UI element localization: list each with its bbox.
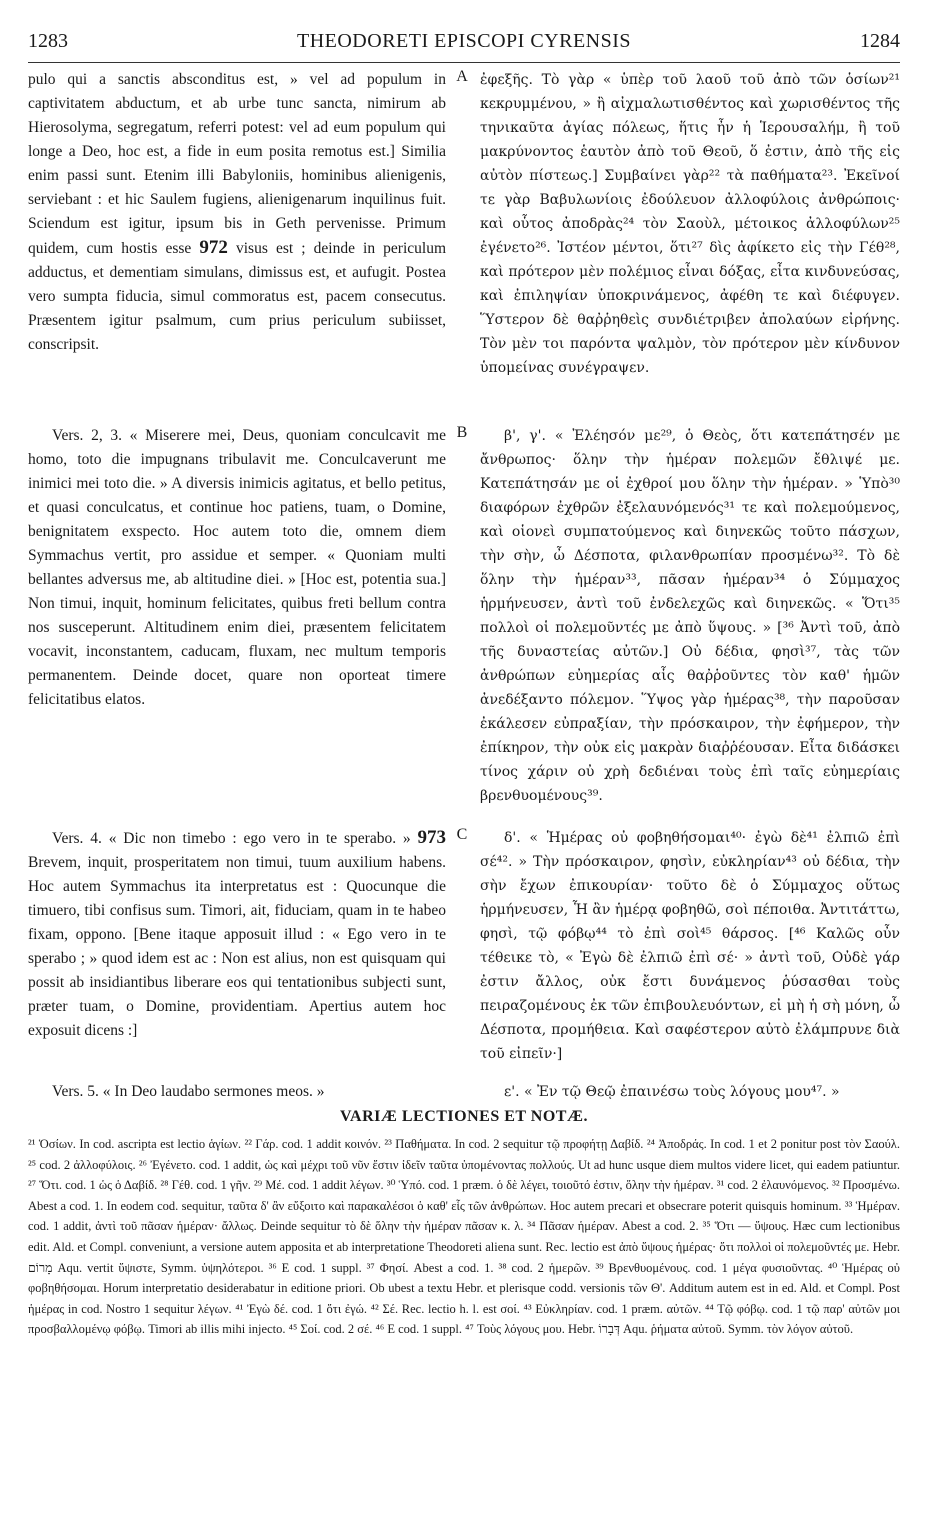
latin-verse-4: Vers. 4. « Dic non timebo : ego vero in te sperabo. » [52,830,411,847]
notes-section [28,1134,900,1340]
marker-c: C [456,826,468,843]
latin-text: pulo qui a sanctis absconditus est, » vel ad populum in captivitatem abductum, et ab urbe tunc sancta, nimirum ab Hierosolyma, segregatum, referri potest: vel ad eum populum qui longe a Deo, hoc est, a fide in eum posita remotus est.] Similia enim passi sunt. Etenim illi Babyloniis, hominibus alienigenis, serviebant : et hic Saulem fugiens, alienigenarum inquilinus fuit. Sciendum est igitur, ipsum bis in Geth pervenisse. Primum quidem, cum hostis esse [28,71,446,257]
greek-verse-2-3: β', γ'. « Ἐλέησόν με²⁹, ὁ Θεὸς, ὅτι κατεπάτησέν με ἄνθρωπος· ὅλην τὴν ἡμέραν πολεμῶν ἔθλιψέ με. Κατεπάτησάν με οἱ ἐχθροί μου ὅλην τὴν ἡμέραν. » Ὑπὸ³⁰ διαφόρων ἐχθρῶν ἐξελαυνόμενός³¹ τε καὶ πολεμούμενος, καὶ οἱονεὶ συμπατούμενος καὶ διηνεκῶς τοῦτο πάσχων, τὴν σὴν, ὦ Δέσποτα, φιλανθρωπίαν προσμένω³². Τὸ δὲ ὅλην τὴν ἡμέραν³³, πᾶσαν ἡμέραν³⁴ ὁ Σύμμαχος ἡρμήνευσεν, ἀντὶ τοῦ ἐνδελεχῶς καὶ διηνεκῶς. « Ὅτι³⁵ πολλοὶ οἱ πολεμοῦντές με ἀπὸ ὕψους. » [³⁶ Ἀντὶ τοῦ, ἀπὸ τῆς δυναστείας αὐτῶν.] Οὐ δέδια, φησὶ³⁷, τὰς τῶν ἀνθρώπων εὐημερίας αἷς θαῤῥοῦντες τὸν καθ' ἡμῶν ἀνεδέξαντο πόλεμον. Ὕψος γὰρ ἡμέρας³⁸, τὴν παροῦσαν ἐκάλεσεν εὐπραξίαν, τὴν πρόσκαιρον, τὴν ἐφήμερον, τὴν ἐπίκηρον, τὴν οὐκ εἰς μακρὰν διαῤῥέουσαν. Εἶτα διδάσκει τίνος χάριν οὐ χρὴ δεδιέναι τοὺς ἐπὶ ταῖς εὐημερίαις βρενθυομένους³⁹. [480,428,900,804]
marker-a: A [456,68,468,85]
greek-text: ἐφεξῆς. Τὸ γὰρ « ὑπὲρ τοῦ λαοῦ τοῦ ἀπὸ τῶν ὁσίων²¹ κεκρυμμένου, » ἢ αἰχμαλωτισθέντος καὶ χωρισθέντος τῆς τηνικαῦτα ἁγίας πόλεως, ἥτις ἦν ἡ Ἱερουσαλήμ, ἢ τοῦ μακρύνοντος ἑαυτὸν ἀπὸ τοῦ Θεοῦ, ὅ ἐστιν, ἀπὸ τῆς εἰς αὐτὸν πίστεως.] Συμβαίνει γὰρ²² τὰ παθήματα²³. Ἐκεῖνοί τε γὰρ Βαβυλωνίοις ἐδούλευον ἀλλοφύλοις ἀνθρώποις· καὶ οὗτος ἀποδρὰς²⁴ τὸν Σαοὺλ, μέτοικος ἀλλοφύλων²⁵ ἐγένετο²⁶. Ἰστέον μέντοι, ὅτι²⁷ δὶς ἀφίκετο εἰς τὴν Γέθ²⁸, καὶ πρότερον μὲν πολέμιος εἶναι δόξας, εἶτα κινδυνεύσας, καὶ ἐπιληψίαν ὑποκρινάμενος, ἀφέθη τε καὶ διέφυγεν. Ὕστερον δὲ θαῤῥηθεὶς συνδιέτριβεν ἀπολαύων εἰρήνης. Τὸν μὲν τοι παρόντα ψαλμὸν, τὸν πρότερον μὲν κίνδυνον ὑπομείνας συνέγραψεν. [480,72,900,376]
latin-section-4 [28,1080,446,1104]
notes-text: ²¹ Ὁσίων. In cod. ascripta est lectio ἁγίων. ²² Γάρ. cod. 1 addit κοινόν. ²³ Παθήματα. In cod. 2 sequitur τῷ προφήτῃ Δαβίδ. ²⁴ Ἀποδράς. In cod. 1 et 2 ponitur post τὸν Σαούλ. ²⁵ cod. 2 ἀλλοφύλοις. ²⁶ Ἐγένετο. cod. 1 addit, ὡς καὶ μέχρι τοῦ νῦν ἔστιν ἰδεῖν ταῦτα ὑπομένοντας πολλούς. Ut ad hunc usque diem multos videre licet, qui eadem patiuntur. ²⁷ Ὅτι. cod. 1 ὡς ὁ Δαβίδ. ²⁸ Γέθ. cod. 1 γῆν. ²⁹ Μέ. cod. 1 addit λέγων. ³⁰ Ὑπό. cod. 1 præm. ὁ δὲ λέγει, τοιοῦτό ἐστιν, ὅλην τὴν ἡμέραν. ³¹ cod. 2 ἐλαυνόμενος. ³² Προσμένω. Abest a cod. 1. In eodem cod. sequitur, ταῦτα δ' ἂν εὔξοιτο καὶ παρακαλέσοι ὁ καθ' εἷς τῶν ἀνθρώπων. Hoc autem precari et obsecrare poterit quisquis hominum. ³³ Ἡμέραν. cod. 1 addit, ἀντὶ τοῦ πᾶσαν ἡμέραν· ἄλλως. Deinde sequitur τὸ δὲ ὅλην τὴν ἡμέραν πᾶσαν κ. λ. ³⁴ Πᾶσαν ἡμέραν. Abest a cod. 2. ³⁵ Ὅτι — ὕψους. Hæc cum lectionibus edit. Ald. et Compl. conveniunt, a versione autem apposita et ab interpretatione Theodoreti aliena sunt. Rec. lectio est ἀπὸ ὕψους ἡμέρας· ὅτι πολλοὶ οἱ πολεμοῦντές με. Hebr. מָרוֹם Aqu. vertit ὕψιστε, Symm. ὑψηλότεροι. ³⁶ E cod. 1 suppl. ³⁷ Φησί. Abest a cod. 1. ³⁸ cod. 2 ἡμερῶν. ³⁹ Βρενθυομένους. cod. 1 μέγα φυσιοῦντας. ⁴⁰ Ἡμέρας οὐ φοβηθήσομαι. Horum interpretatio desiderabatur in editione priori. Ob ubest a textu Hebr. et plerisque codd. versionis τῶν Θ'. Additum autem est in ed. Ald. et Compl. Post ἡμέρας in cod. Nostro 1 sequitur λέγων. ⁴¹ Ἐγὼ δέ. cod. 1 ὅτι ἐγώ. ⁴² Σέ. Rec. lectio h. l. est σοί. ⁴³ Εὐκληρίαν. cod. 1 præm. αὐτῶν. ⁴⁴ Τῷ φόβῳ. cod. 1 τῷ παρ' αὐτῶν μοι προσβαλλομένῳ φόβῳ. Timori ab illis mihi injecto. ⁴⁵ Σοί. cod. 2 σέ. ⁴⁶ E cod. 1 suppl. ⁴⁷ Τοὺς λόγους μου. Hebr. דְּבָרוֹ Aqu. ῥήματα αὐτοῦ. Symm. τὸν λόγον αὐτοῦ. [28,1137,900,1337]
running-title: THEODORETI EPISCOPI CYRENSIS [296,30,632,52]
greek-section-3 [480,826,900,1066]
greek-section-2 [480,424,900,808]
greek-verse-4: δ'. « Ἡμέρας οὐ φοβηθήσομαι⁴⁰· ἐγὼ δὲ⁴¹ ἐλπιῶ ἐπὶ σέ⁴². » Τὴν πρόσκαιρον, φησὶν, εὐκληρίαν⁴³ οὐ δέδια, τὴν σὴν ἔχων ἐπικουρίαν· τοῦτο δὲ ὁ Σύμμαχος οὕτως ἡρμήνευσεν, Ἧ ἂν ἡμέρᾳ φοβηθῶ, σοὶ πέποιθα. Ἀντιτάττω, φησὶ, τῷ φόβῳ⁴⁴ τὸ ἐπὶ σοὶ⁴⁵ θάρσος. [⁴⁶ Καλῶς οὖν τέθεικε τὸ, « Ἐγὼ δὲ ἐλπιῶ ἐπὶ σέ· » ἀντὶ τοῦ, Οὐδὲ γάρ ἐστιν ἄλλος, οὐκ ἔστι δυνάμενος ῥύσασθαι τοὺς πειραζομένους ἐκ τῶν ἐπιβουλευόντων, εἰ μὴ ἡ σὴ μόνη, ὦ Δέσποτα, προμήθεια. Καὶ σαφέστερον αὐτὸ ἐλάμπρυνε διὰ τοῦ εἰπεῖν·] [480,830,900,1062]
greek-verse-5: ε'. « Ἐν τῷ Θεῷ ἐπαινέσω τοὺς λόγους μου⁴⁷. » [504,1084,840,1100]
notes-heading: VARIÆ LECTIONES ET NOTÆ. [340,1108,588,1125]
latin-section-3 [28,826,446,1043]
latin-verse-5: Vers. 5. « In Deo laudabo sermones meos. » [52,1083,325,1100]
greek-section-1 [480,68,900,380]
column-reference: 973 [417,827,446,848]
greek-section-4 [480,1080,900,1104]
column-reference: 972 [199,237,228,258]
latin-section-1 [28,68,446,357]
latin-verse-2-3: Vers. 2, 3. « Miserere mei, Deus, quoniam conculcavit me homo, toto die impugnans tribulavit me. Conculcaverunt me inimici mei toto die. » A diversis inimicis agitatus, et bello petitus, et quasi conculcatus, et continue hoc patiens, tuam, o Domine, benignitatem exspecto. Hoc autem toto die, omnem diem Symmachus vertit, pro assidue et semper. « Quoniam multi bellantes adversus me, ab altitudine diei. » [Hoc est, potentia sua.] Non timui, inquit, hominum felicitates, quibus freti bellum contra nos susceperunt. Altitudinem enim diei, præsentem felicitatem vocavit, inconstantem, caducam, fluxam, nec multum temporis permanentem. Deinde docet, quare non oporteat timere felicitatibus elatos. [28,427,446,708]
latin-text: Brevem, inquit, prosperitatem non timui, tuum auxilium habens. Hoc autem Symmachus ita interpretatus est : Quocunque die timuero, tibi confisus sum. Timori, ait, fiduciam, quam in te habeo fixam, oppono. [Bene itaque apposuit illud : « Ego vero in te sperabo ; » quod idem est ac : Non est alius, non est quisquam qui possit ab insidiantibus liberare eos qui tentationibus subjecti sunt, præter tuam, o Domine, providentiam. Apertius autem hoc exposuit dicens :] [28,854,446,1039]
left-column-number: 1283 [28,30,68,52]
page-header [28,30,900,63]
right-column-number: 1284 [860,30,900,52]
marker-b: B [456,424,468,441]
latin-section-2 [28,424,446,712]
latin-text: visus est ; deinde in periculum adductus, et dementiam simulans, dimissus est, et aufugit. Postea vero sumpta fiducia, simul commoratus est, pacem consecutus. Præsentem igitur psalmum, cum prius periculum subiisset, conscripsit. [28,240,447,353]
